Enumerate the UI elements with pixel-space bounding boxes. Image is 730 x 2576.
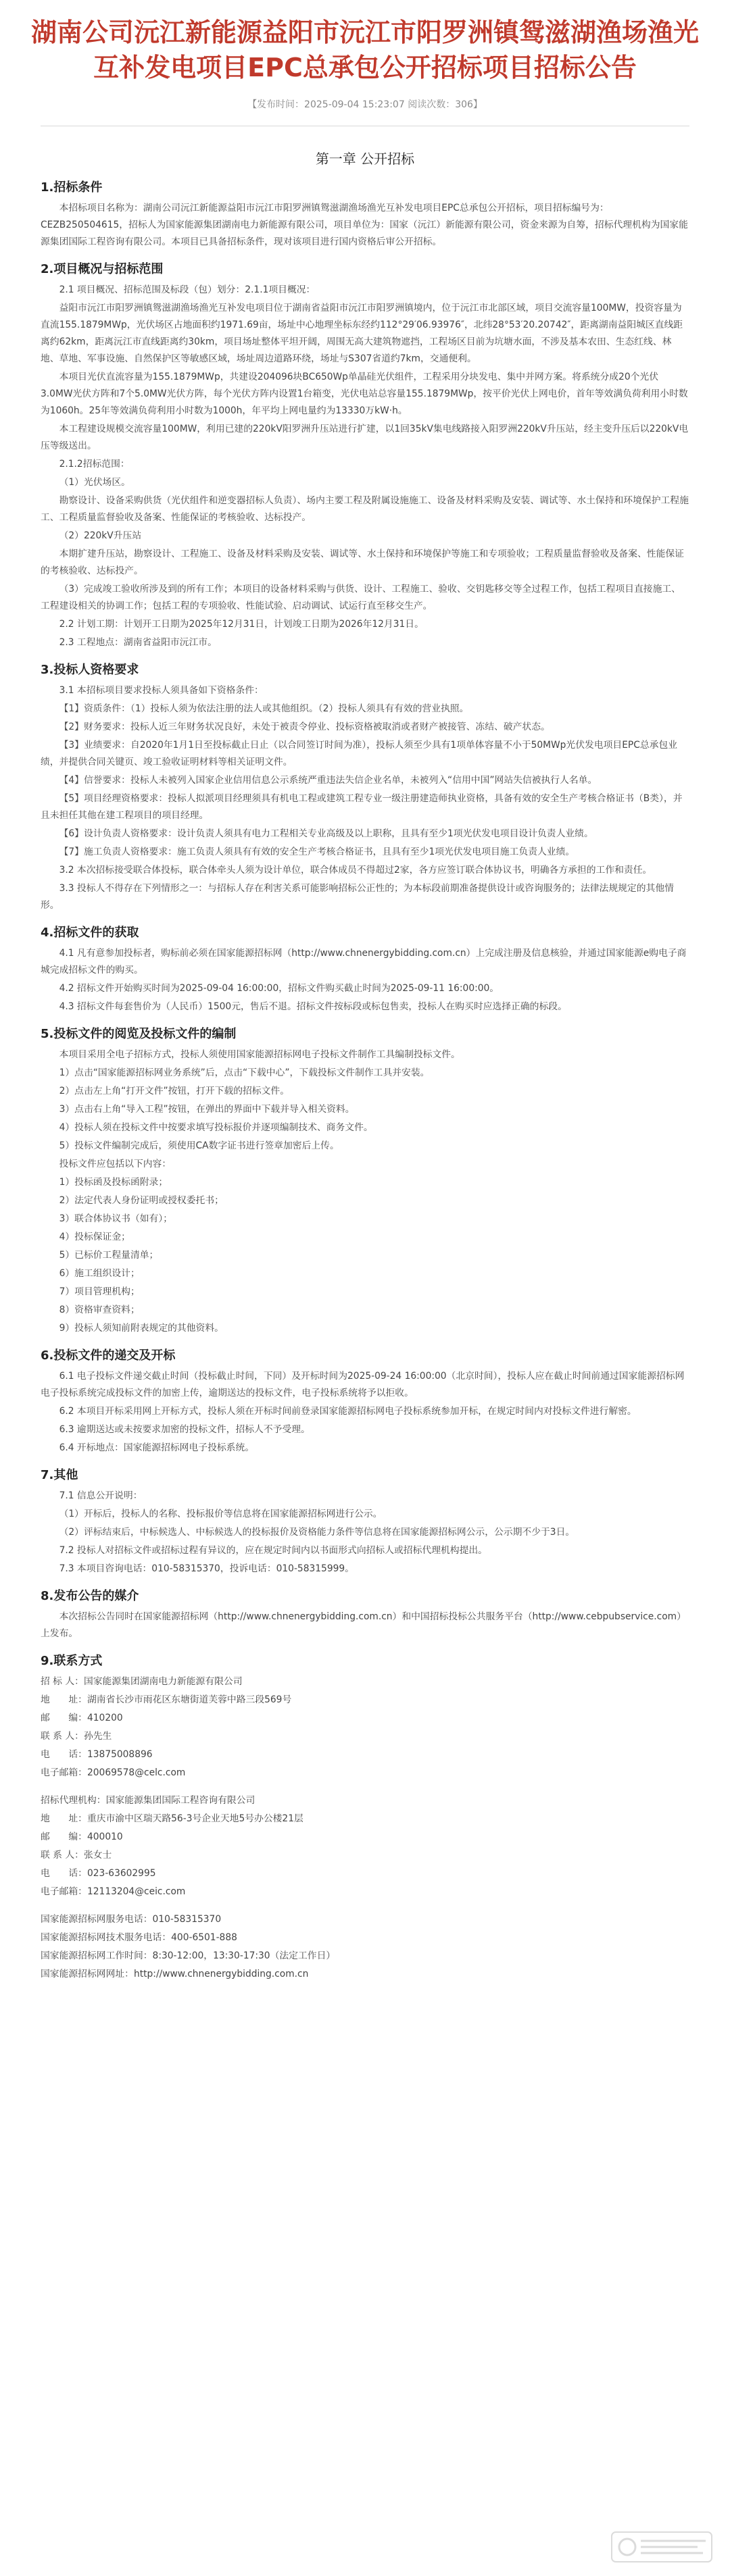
section-paragraph: 【1】资质条件：（1）投标人须为依法注册的法人或其他组织。（2）投标人须具有有效的营业执照。	[59, 703, 469, 714]
contact-spacer	[41, 1783, 689, 1792]
section-paragraph: 【5】项目经理资格要求：投标人拟派项目经理须具有机电工程或建筑工程专业一级注册建造师执业资格，具备有效的安全生产考核合格证书（B类），并且未担任其他在建工程项目的项目经理。	[41, 793, 683, 821]
section-paragraph: 本期扩建升压站，勘察设计、工程施工、设备及材料采购及安装、调试等、水土保持和环境保护等施工和专项验收；工程质量监督验收及备案、性能保证的考核验收、达标投产。	[41, 549, 684, 576]
section-paragraph: 2）法定代表人身份证明或授权委托书；	[59, 1195, 224, 1206]
section-heading: 6.投标文件的递交及开标	[41, 1348, 176, 1363]
section-paragraph: 【3】业绩要求：自2020年1月1日至投标截止日止（以合同签订时间为准），投标人须至少具有1项单体容量不小于50MWp光伏发电项目EPC总承包业绩，并提供合同关键页、竣工验收证明材料等相关证明文件。	[41, 740, 678, 767]
section-paragraph: 3.3 投标人不得存在下列情形之一：与招标人存在利害关系可能影响招标公正性的；为本标段前期准备提供设计或咨询服务的；法律法规规定的其他情形。	[41, 883, 674, 911]
contact-line: 国家能源招标网网址：http://www.chnenergybidding.com.cn	[41, 1969, 309, 1979]
section-paragraph: 2.1.2招标范围：	[59, 459, 130, 470]
contact-line: 邮 编：400010	[41, 1832, 123, 1842]
contact-spacer	[41, 1902, 689, 1911]
section-heading: 3.投标人资格要求	[41, 663, 139, 677]
section-paragraph: 5）已标价工程量清单；	[59, 1250, 159, 1261]
tenderer-contact	[41, 1673, 689, 1782]
section-paragraph: （3）完成竣工验收所涉及到的所有工作；本项目的设备材料采购与供货、设计、工程施工、验收、交钥匙移交等全过程工作，包括工程项目直接施工、工程建设相关的协调工作；包括工程的专项验收、性能试验、启动调试、试运行直至移交生产。	[41, 584, 681, 611]
section-paragraph: 4）投标保证金；	[59, 1232, 130, 1242]
contact-line: 邮 编：410200	[41, 1713, 123, 1723]
section-paragraph: 本项目采用全电子招标方式，投标人须使用国家能源招标网电子投标文件制作工具编制投标文件。	[59, 1049, 460, 1060]
section-paragraph: 勘察设计、设备采购供货（光伏组件和逆变器招标人负责）、场内主要工程及附属设施施工、设备及材料采购及安装、调试等、水土保持和环境保护工程施工、工程质量监督验收及备案、性能保证的考核验收、达标投产。	[41, 495, 689, 523]
section-heading: 1.招标条件	[41, 180, 103, 195]
section-paragraph: 2）点击左上角“打开文件”按钮，打开下载的招标文件。	[59, 1086, 289, 1096]
section-paragraph: 2.2 计划工期：计划开工日期为2025年12月31日，计划竣工日期为2026年12月31日。	[59, 619, 424, 630]
section-paragraph: 4.3 招标文件每套售价为（人民币）1500元，售后不退。招标文件按标段或标包售卖，投标人在购买时应选择正确的标段。	[59, 1001, 567, 1012]
announcement-title: 湖南公司沅江新能源益阳市沅江市阳罗洲镇鸳滋湖渔场渔光互补发电项目EPC总承包公开招标项目招标公告	[30, 18, 699, 82]
section-paragraph: 4.1 凡有意参加投标者，购标前必须在国家能源招标网（http://www.chnenergybidding.com.cn）上完成注册及信息核验，并通过国家能源e购电子商城完成招标文件的购买。	[41, 948, 687, 976]
section-heading: 2.项目概况与招标范围	[41, 262, 164, 276]
section-heading: 4.招标文件的获取	[41, 926, 139, 940]
section-paragraph: 8）资格审查资料；	[59, 1305, 140, 1315]
section-paragraph: 6.1 电子投标文件递交截止时间（投标截止时间，下同）及开标时间为2025-09-24 16:00:00（北京时间），投标人应在截止时间前通过国家能源招标网电子投标系统完成投标文件的加密上传，逾期送达的投标文件，电子投标系统将予以拒收。	[41, 1371, 685, 1398]
section-paragraph: 3）联合体协议书（如有）；	[59, 1213, 173, 1224]
service-contact	[41, 1911, 689, 1983]
section-paragraph: 【7】施工负责人资格要求：施工负责人须具有有效的安全生产考核合格证书，且具有至少1项光伏发电项目施工负责人业绩。	[59, 847, 575, 857]
section-paragraph: 【4】信誉要求：投标人未被列入国家企业信用信息公示系统严重违法失信企业名单，未被列入“信用中国”网站失信被执行人名单。	[59, 775, 598, 786]
contact-line: 电 话：13875008896	[41, 1749, 153, 1760]
section-paragraph: 本工程建设规模交流容量100MW，利用已建的220kV阳罗洲升压站进行扩建，以1回35kV集电线路接入阳罗洲220kV升压站，经主变升压后以220kV电压等级送出。	[41, 424, 689, 451]
section-paragraph: 益阳市沅江市阳罗洲镇鸳滋湖渔场渔光互补发电项目位于湖南省益阳市沅江市阳罗洲镇境内，位于沅江市北部区域，项目交流容量100MW，投资容量为直流155.1879MWp，光伏场区占地面积约1971.69亩，场址中心地理坐标东经约112°29′06.93976″，北纬28°53′20.20742″，距离湖南益阳城区直线距离约62km，距离沅江市直线距离约30km，项目场址整体平坦开阔，周围无高大建筑物遮挡，工程场区目前为坑塘水面，不涉及基本农田、生态红线、林地、草地、军事设施、自然保护区等敏感区域，场址周边道路环绕，场址与S307省道约7km，交通便利。	[41, 303, 683, 364]
section-paragraph: 投标文件应包括以下内容：	[59, 1159, 172, 1169]
section-paragraph: 4.2 招标文件开始购买时间为2025-09-04 16:00:00，招标文件购买截止时间为2025-09-11 16:00:00。	[59, 983, 500, 994]
section-paragraph: 【2】财务要求：投标人近三年财务状况良好，未处于被责令停业、投标资格被取消或者财产被接管、冻结、破产状态。	[59, 722, 550, 732]
contact-line: 地 址：重庆市渝中区瑞天路56-3号企业天地5号办公楼21层	[41, 1813, 303, 1824]
section-paragraph: 7.1 信息公开说明：	[59, 1490, 143, 1501]
contact-line: 招标代理机构：国家能源集团国际工程咨询有限公司	[41, 1795, 256, 1806]
contact-line: 联 系 人：孙先生	[41, 1731, 112, 1742]
section-paragraph: 6.3 逾期送达或未按要求加密的投标文件，招标人不予受理。	[59, 1424, 310, 1435]
section-paragraph: 【6】设计负责人资格要求：设计负责人须具有电力工程相关专业高级及以上职称，且具有至少1项光伏发电项目设计负责人业绩。	[59, 828, 593, 839]
section-paragraph: 本招标项目名称为：湖南公司沅江新能源益阳市沅江市阳罗洲镇鸳滋湖渔场渔光互补发电项目EPC总承包公开招标，项目招标编号为：CEZB250504615，招标人为国家能源集团湖南电力新能源有限公司，项目单位为：国家（沅江）新能源有限公司，资金来源为自筹，招标代理机构为国家能源集团国际工程咨询有限公司。本项目已具备招标条件，现对该项目进行国内资格后审公开招标。	[41, 203, 688, 247]
section-paragraph: （1）光伏场区。	[59, 477, 130, 488]
chapter-title: 第一章 公开招标	[315, 151, 415, 167]
section-paragraph: 9）投标人须知前附表规定的其他资料。	[59, 1323, 224, 1334]
announcement-body	[0, 151, 730, 1983]
section-paragraph: 本项目光伏直流容量为155.1879MWp，共建设204096块BC650Wp单晶硅光伏组件，工程采用分块发电、集中并网方案。将系统分成20个光伏3.0MW光伏方阵和7个5.0MW光伏方阵，每个光伏方阵内设置1台箱变，光伏电站总容量155.1879MWp，按平价光伏上网电价，首年等效满负荷利用小时数为1060h。25年等效满负荷利用小时数为1000h，年平均上网电量约为13330万kW·h。	[41, 372, 688, 416]
watermark-logo	[611, 2531, 712, 2562]
sections-container	[41, 178, 689, 1642]
section-paragraph: 3.1 本招标项目要求投标人须具备如下资格条件：	[59, 685, 264, 696]
section-paragraph: 本次招标公告同时在国家能源招标网（http://www.chnenergybidding.com.cn）和中国招标投标公共服务平台（http://www.cebpubservice.com）上发布。	[41, 1611, 686, 1639]
section-paragraph: （2）评标结束后，中标候选人、中标候选人的投标报价及资格能力条件等信息将在国家能源招标网公示，公示期不少于3日。	[59, 1527, 575, 1538]
contact-section	[41, 1652, 689, 1983]
section-paragraph: 7.2 投标人对招标文件或招标过程有异议的，应在规定时间内以书面形式向招标人或招标代理机构提出。	[59, 1545, 487, 1556]
section-paragraph: 3.2 本次招标接受联合体投标，联合体牵头人须为设计单位，联合体成员不得超过2家，各方应签订联合体协议书，明确各方承担的工作和责任。	[59, 865, 652, 876]
publish-meta: 【发布时间：2025-09-04 15:23:07 阅读次数：306】	[41, 97, 689, 126]
section-paragraph: 1）点击“国家能源招标网业务系统”后，点击“下载中心”，下载投标文件制作工具并安装。	[59, 1067, 430, 1078]
section-paragraph: 3）点击右上角“导入工程”按钮，在弹出的界面中下载并导入相关资料。	[59, 1104, 355, 1115]
section-heading: 7.其他	[41, 1468, 78, 1482]
section-paragraph: 2.1 项目概况、招标范围及标段（包）划分：2.1.1项目概况：	[59, 284, 316, 295]
contact-line: 国家能源招标网服务电话：010-58315370	[41, 1914, 222, 1925]
contact-line: 电 话：023-63602995	[41, 1868, 156, 1879]
section-heading: 8.发布公告的媒介	[41, 1589, 139, 1603]
section-paragraph: 5）投标文件编制完成后，须使用CA数字证书进行签章加密后上传。	[59, 1140, 339, 1151]
section-paragraph: 7）项目管理机构；	[59, 1286, 140, 1297]
contact-line: 联 系 人：张女士	[41, 1850, 112, 1861]
contact-heading: 9.联系方式	[41, 1654, 103, 1668]
section-paragraph: 6.2 本项目开标采用网上开标方式，投标人须在开标时间前登录国家能源招标网电子投标系统参加开标，在规定时间内对投标文件进行解密。	[59, 1406, 637, 1417]
section-paragraph: （1）开标后，投标人的名称、投标报价等信息将在国家能源招标网进行公示。	[59, 1509, 383, 1519]
contact-line: 国家能源招标网技术服务电话：400-6501-888	[41, 1932, 237, 1943]
contact-line: 招 标 人：国家能源集团湖南电力新能源有限公司	[41, 1676, 243, 1687]
section-paragraph: 1）投标函及投标函附录；	[59, 1177, 168, 1188]
section-paragraph: （2）220kV升压站	[59, 530, 142, 541]
contact-line: 地 址：湖南省长沙市雨花区东塘街道芙蓉中路三段569号	[41, 1694, 292, 1705]
section-paragraph: 7.3 本项目咨询电话：010-58315370，投诉电话：010-58315999。	[59, 1563, 354, 1574]
section-paragraph: 2.3 工程地点：湖南省益阳市沅江市。	[59, 637, 217, 648]
contact-line: 电子邮箱：20069578@celc.com	[41, 1767, 186, 1778]
section-heading: 5.投标文件的阅览及投标文件的编制	[41, 1027, 237, 1041]
section-paragraph: 6）施工组织设计；	[59, 1268, 140, 1279]
agency-contact	[41, 1792, 689, 1900]
contact-line: 电子邮箱：12113204@ceic.com	[41, 1886, 186, 1897]
contact-line: 国家能源招标网工作时间：8:30-12:00，13:30-17:30（法定工作日）	[41, 1950, 336, 1961]
section-paragraph: 4）投标人须在投标文件中按要求填写投标报价并逐项编制技术、商务文件。	[59, 1122, 373, 1133]
section-paragraph: 6.4 开标地点：国家能源招标网电子投标系统。	[59, 1442, 255, 1453]
